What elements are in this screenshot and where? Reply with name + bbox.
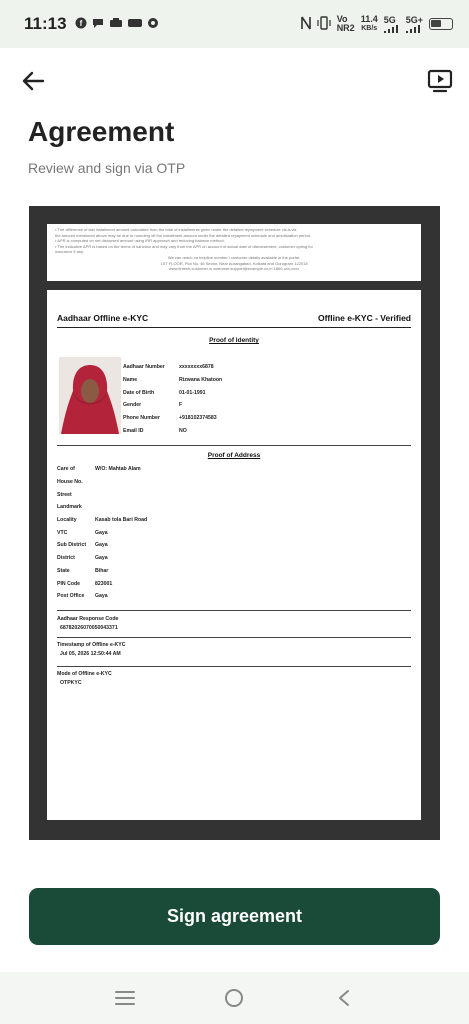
response-code-block: Aadhaar Response Code 68782026070050043371	[57, 616, 119, 631]
sign-agreement-label: Sign agreement	[166, 906, 303, 926]
ekyc-heading: Aadhaar Offline e-KYC Offline e-KYC - Verified	[57, 308, 411, 328]
divider	[57, 610, 411, 611]
address-row: District Gaya	[57, 555, 108, 562]
identity-row: Aadhaar Number xxxxxxxx6878	[123, 364, 214, 371]
address-row: Post Office Gaya	[57, 593, 108, 600]
address-row: Care of W/O: Mahtab Alam	[57, 466, 141, 473]
app-header	[0, 56, 469, 106]
divider	[57, 637, 411, 638]
tv-play-icon	[427, 68, 453, 94]
timestamp-block: Timestamp of Offline e-KYC Jul 05, 2026 12:50:44 AM	[57, 642, 126, 657]
network-speed: 11.4 KB/s	[360, 14, 378, 32]
page-title: Agreement	[28, 116, 175, 147]
address-row: Sub District Gaya	[57, 542, 108, 549]
address-row: PIN Code 823001	[57, 580, 113, 587]
address-details	[57, 463, 147, 603]
document-viewer[interactable]	[29, 206, 440, 840]
status-bar	[0, 0, 469, 48]
home-icon	[224, 988, 244, 1008]
vibrate-icon	[317, 16, 331, 32]
notification-icons	[75, 17, 159, 32]
ekyc-document-page	[47, 290, 421, 820]
facebook-icon	[75, 17, 87, 32]
page-subtitle: Review and sign via OTP	[28, 160, 186, 176]
signal-icon	[406, 25, 422, 33]
document-page-previous: • The difference of last installment amount calculated from the total of installments given under the detailed repayment schedule vis-à-vis the amount mentioned above may be due to rounding off the installment amount under the detailed repayment schedule and amortization period. • APR is computed on net disbursed amount using IRR approach and reducing balance method. • The indicative APR is based on the terms of sanction and may vary from the APR on account of actual date of disbursement, customer opting for insurance if any. We can reach on helpline number / customer details available in the portal. 1ST FLOOR, Plot No. 46 Sector, Near Aurangabad, Kolkata and Gurugram 122018 www.fintech-customer.in customer.support@example.co.in 1800-xxx-xxxx	[47, 224, 421, 281]
sim2-signal: 5G+	[406, 16, 423, 33]
address-row: Landmark	[57, 504, 82, 511]
app-icon	[109, 17, 123, 32]
home-button[interactable]	[219, 983, 249, 1013]
identity-details	[123, 361, 222, 437]
nfc-icon	[301, 16, 311, 32]
signal-icon	[384, 25, 400, 33]
address-row: VTC Gaya	[57, 529, 108, 536]
sim1-signal: 5G	[384, 16, 400, 33]
system-nav-bar	[0, 972, 469, 1024]
menu-button[interactable]	[110, 983, 140, 1013]
sign-agreement-button[interactable]	[29, 888, 440, 945]
svg-text:f: f	[79, 18, 82, 28]
identity-row: Gender F	[123, 402, 183, 409]
status-time: 11:13	[24, 14, 67, 33]
chat-icon	[92, 17, 104, 32]
video-button[interactable]	[427, 68, 453, 94]
divider	[57, 666, 411, 667]
address-row: Street	[57, 491, 72, 498]
network-type: Vo NR2	[336, 14, 355, 33]
back-icon	[337, 989, 351, 1007]
address-row: Locality Kasab tola Bari Road	[57, 517, 148, 524]
identity-row: Phone Number +918102374583	[123, 415, 217, 422]
arrow-left-icon	[20, 68, 46, 94]
vivo-icon	[128, 17, 142, 32]
aadhaar-photo	[59, 357, 121, 434]
address-row: House No.	[57, 479, 83, 486]
identity-row: Email ID NO	[123, 427, 187, 434]
status-right	[301, 15, 453, 33]
address-row: State Bihar	[57, 567, 109, 574]
menu-icon	[115, 991, 135, 1005]
system-back-button[interactable]	[329, 983, 359, 1013]
proof-of-identity-title: Proof of Identity	[209, 337, 259, 344]
divider	[57, 445, 411, 446]
proof-of-address-title: Proof of Address	[207, 452, 261, 459]
back-button[interactable]	[20, 68, 46, 94]
battery-icon	[429, 18, 453, 30]
identity-row: Date of Birth 01-01-1991	[123, 389, 206, 396]
circle-icon	[147, 17, 159, 32]
mode-block: Mode of Offline e-KYC OTPKYC	[57, 671, 112, 686]
identity-row: Name Rizwana Khatoon	[123, 377, 223, 384]
